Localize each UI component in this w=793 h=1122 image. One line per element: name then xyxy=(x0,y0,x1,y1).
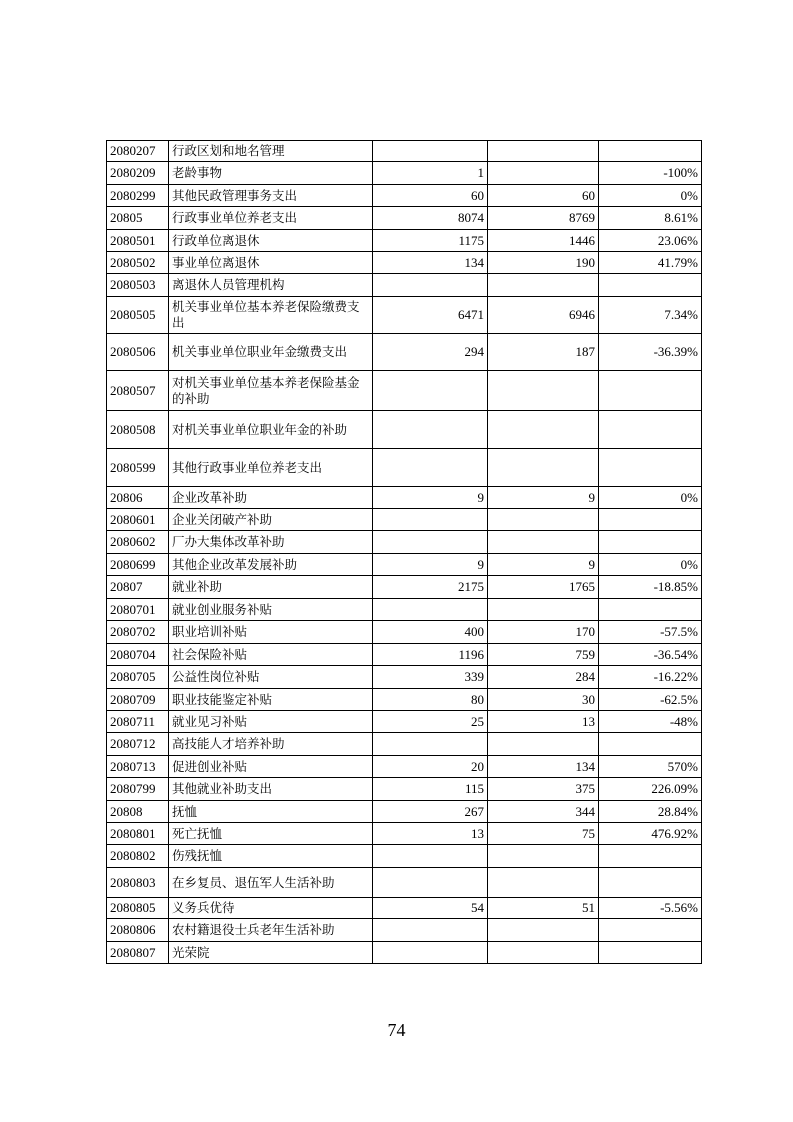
row-value-2 xyxy=(488,141,599,162)
row-value-2: 1446 xyxy=(488,230,599,252)
row-value-1: 20 xyxy=(373,756,488,778)
row-value-2 xyxy=(488,599,599,621)
row-code: 2080505 xyxy=(107,297,169,334)
row-change-pct: 0% xyxy=(599,554,702,576)
table-row xyxy=(107,297,702,334)
row-name: 就业见习补贴 xyxy=(169,711,373,733)
table-row xyxy=(107,868,702,898)
row-code: 2080704 xyxy=(107,644,169,666)
row-code: 2080501 xyxy=(107,230,169,252)
table-row xyxy=(107,449,702,487)
row-name: 厂办大集体改革补助 xyxy=(169,531,373,554)
row-name: 其他就业补助支出 xyxy=(169,778,373,801)
row-change-pct xyxy=(599,868,702,898)
row-change-pct: -36.39% xyxy=(599,334,702,371)
table-row xyxy=(107,487,702,509)
row-name: 行政事业单位养老支出 xyxy=(169,207,373,230)
row-code: 2080699 xyxy=(107,554,169,576)
table-row xyxy=(107,644,702,666)
row-change-pct: -100% xyxy=(599,162,702,185)
row-name: 机关事业单位基本养老保险缴费支出 xyxy=(169,297,373,334)
row-code: 2080712 xyxy=(107,733,169,756)
row-value-2: 187 xyxy=(488,334,599,371)
table-row xyxy=(107,919,702,942)
row-code: 2080803 xyxy=(107,868,169,898)
row-change-pct xyxy=(599,371,702,411)
row-value-2 xyxy=(488,449,599,487)
row-name: 老龄事物 xyxy=(169,162,373,185)
row-code: 2080807 xyxy=(107,942,169,964)
row-code: 2080709 xyxy=(107,689,169,711)
row-value-1 xyxy=(373,919,488,942)
table-row xyxy=(107,576,702,599)
row-value-1: 13 xyxy=(373,823,488,845)
row-code: 2080801 xyxy=(107,823,169,845)
row-value-2 xyxy=(488,942,599,964)
row-code: 2080299 xyxy=(107,185,169,207)
row-name: 其他企业改革发展补助 xyxy=(169,554,373,576)
row-code: 2080601 xyxy=(107,509,169,531)
row-value-1: 294 xyxy=(373,334,488,371)
row-change-pct xyxy=(599,733,702,756)
table-row xyxy=(107,845,702,868)
row-value-1: 400 xyxy=(373,621,488,644)
table-row xyxy=(107,162,702,185)
table-row xyxy=(107,411,702,449)
row-code: 20805 xyxy=(107,207,169,230)
row-name: 职业技能鉴定补贴 xyxy=(169,689,373,711)
row-code: 2080207 xyxy=(107,141,169,162)
row-name: 离退休人员管理机构 xyxy=(169,274,373,297)
row-change-pct: -36.54% xyxy=(599,644,702,666)
row-value-2 xyxy=(488,919,599,942)
row-change-pct xyxy=(599,411,702,449)
row-value-1: 1 xyxy=(373,162,488,185)
row-code: 2080799 xyxy=(107,778,169,801)
table-row xyxy=(107,778,702,801)
table-row xyxy=(107,801,702,823)
row-value-1: 1175 xyxy=(373,230,488,252)
row-name: 企业关闭破产补助 xyxy=(169,509,373,531)
table-row xyxy=(107,334,702,371)
row-name: 事业单位离退休 xyxy=(169,252,373,274)
row-name: 促进创业补贴 xyxy=(169,756,373,778)
row-value-1: 2175 xyxy=(373,576,488,599)
table-row xyxy=(107,509,702,531)
row-code: 20808 xyxy=(107,801,169,823)
row-value-1 xyxy=(373,942,488,964)
row-value-1: 8074 xyxy=(373,207,488,230)
table-row xyxy=(107,274,702,297)
row-change-pct: 23.06% xyxy=(599,230,702,252)
row-value-2: 170 xyxy=(488,621,599,644)
row-code: 2080503 xyxy=(107,274,169,297)
row-value-2 xyxy=(488,531,599,554)
row-value-1 xyxy=(373,509,488,531)
table-row xyxy=(107,756,702,778)
row-change-pct xyxy=(599,919,702,942)
row-value-1: 134 xyxy=(373,252,488,274)
row-change-pct xyxy=(599,141,702,162)
row-name: 伤残抚恤 xyxy=(169,845,373,868)
row-value-1: 9 xyxy=(373,554,488,576)
row-code: 2080209 xyxy=(107,162,169,185)
row-value-1: 9 xyxy=(373,487,488,509)
row-name: 其他民政管理事务支出 xyxy=(169,185,373,207)
table-row xyxy=(107,252,702,274)
row-code: 2080806 xyxy=(107,919,169,942)
row-code: 2080507 xyxy=(107,371,169,411)
row-name: 光荣院 xyxy=(169,942,373,964)
row-code: 2080705 xyxy=(107,666,169,689)
row-value-1 xyxy=(373,449,488,487)
row-value-2: 6946 xyxy=(488,297,599,334)
row-change-pct: 0% xyxy=(599,185,702,207)
table-row xyxy=(107,599,702,621)
row-value-2: 344 xyxy=(488,801,599,823)
row-change-pct xyxy=(599,599,702,621)
row-value-2: 30 xyxy=(488,689,599,711)
page-number: 74 xyxy=(387,1020,406,1040)
row-change-pct: -5.56% xyxy=(599,898,702,919)
row-name: 行政区划和地名管理 xyxy=(169,141,373,162)
row-value-2: 13 xyxy=(488,711,599,733)
row-value-2: 8769 xyxy=(488,207,599,230)
table-row xyxy=(107,371,702,411)
row-name: 死亡抚恤 xyxy=(169,823,373,845)
row-name: 机关事业单位职业年金缴费支出 xyxy=(169,334,373,371)
row-value-1: 1196 xyxy=(373,644,488,666)
table-row xyxy=(107,711,702,733)
table-row xyxy=(107,898,702,919)
table-row xyxy=(107,621,702,644)
row-change-pct xyxy=(599,845,702,868)
table-row xyxy=(107,942,702,964)
row-value-2: 375 xyxy=(488,778,599,801)
table-row xyxy=(107,531,702,554)
row-value-1 xyxy=(373,868,488,898)
row-name: 公益性岗位补贴 xyxy=(169,666,373,689)
row-change-pct: -48% xyxy=(599,711,702,733)
row-value-1: 267 xyxy=(373,801,488,823)
row-change-pct: 570% xyxy=(599,756,702,778)
row-value-2: 75 xyxy=(488,823,599,845)
row-value-1: 54 xyxy=(373,898,488,919)
table-row xyxy=(107,666,702,689)
row-change-pct xyxy=(599,531,702,554)
row-name: 社会保险补贴 xyxy=(169,644,373,666)
row-change-pct xyxy=(599,449,702,487)
table-body xyxy=(107,141,702,964)
row-name: 义务兵优待 xyxy=(169,898,373,919)
budget-table xyxy=(106,140,702,964)
table-row xyxy=(107,733,702,756)
row-change-pct: -16.22% xyxy=(599,666,702,689)
row-name: 行政单位离退休 xyxy=(169,230,373,252)
row-name: 对机关事业单位基本养老保险基金的补助 xyxy=(169,371,373,411)
row-name: 其他行政事业单位养老支出 xyxy=(169,449,373,487)
row-value-2 xyxy=(488,733,599,756)
table-row xyxy=(107,185,702,207)
row-name: 企业改革补助 xyxy=(169,487,373,509)
row-code: 2080506 xyxy=(107,334,169,371)
row-value-2: 284 xyxy=(488,666,599,689)
row-value-2: 134 xyxy=(488,756,599,778)
row-name: 职业培训补贴 xyxy=(169,621,373,644)
row-code: 2080702 xyxy=(107,621,169,644)
row-name: 就业补助 xyxy=(169,576,373,599)
row-value-2: 51 xyxy=(488,898,599,919)
row-value-2 xyxy=(488,371,599,411)
row-value-2: 190 xyxy=(488,252,599,274)
row-value-2 xyxy=(488,162,599,185)
row-code: 2080701 xyxy=(107,599,169,621)
row-value-2 xyxy=(488,274,599,297)
row-change-pct: 7.34% xyxy=(599,297,702,334)
row-code: 2080599 xyxy=(107,449,169,487)
row-value-1: 60 xyxy=(373,185,488,207)
row-change-pct: 41.79% xyxy=(599,252,702,274)
row-change-pct: -18.85% xyxy=(599,576,702,599)
row-change-pct: 226.09% xyxy=(599,778,702,801)
row-value-2 xyxy=(488,868,599,898)
row-value-1 xyxy=(373,531,488,554)
row-change-pct xyxy=(599,942,702,964)
row-value-1: 115 xyxy=(373,778,488,801)
row-name: 就业创业服务补贴 xyxy=(169,599,373,621)
row-change-pct: 8.61% xyxy=(599,207,702,230)
row-value-1 xyxy=(373,141,488,162)
table-row xyxy=(107,823,702,845)
row-value-2: 9 xyxy=(488,487,599,509)
row-change-pct: -62.5% xyxy=(599,689,702,711)
row-name: 对机关事业单位职业年金的补助 xyxy=(169,411,373,449)
table-row xyxy=(107,554,702,576)
row-value-1 xyxy=(373,411,488,449)
row-name: 农村籍退役士兵老年生活补助 xyxy=(169,919,373,942)
row-name: 在乡复员、退伍军人生活补助 xyxy=(169,868,373,898)
row-name: 高技能人才培养补助 xyxy=(169,733,373,756)
row-value-1 xyxy=(373,845,488,868)
row-value-2 xyxy=(488,509,599,531)
row-value-1: 6471 xyxy=(373,297,488,334)
row-name: 抚恤 xyxy=(169,801,373,823)
row-code: 2080602 xyxy=(107,531,169,554)
row-value-1 xyxy=(373,371,488,411)
row-code: 2080502 xyxy=(107,252,169,274)
row-code: 20807 xyxy=(107,576,169,599)
row-value-2 xyxy=(488,411,599,449)
row-value-1: 339 xyxy=(373,666,488,689)
row-code: 2080711 xyxy=(107,711,169,733)
table-row xyxy=(107,141,702,162)
row-value-2: 759 xyxy=(488,644,599,666)
row-code: 2080802 xyxy=(107,845,169,868)
row-value-1: 80 xyxy=(373,689,488,711)
row-value-1 xyxy=(373,599,488,621)
row-value-2: 60 xyxy=(488,185,599,207)
row-value-1 xyxy=(373,274,488,297)
row-value-2 xyxy=(488,845,599,868)
row-change-pct: 0% xyxy=(599,487,702,509)
row-value-1 xyxy=(373,733,488,756)
row-change-pct xyxy=(599,509,702,531)
row-change-pct: 476.92% xyxy=(599,823,702,845)
row-value-2: 1765 xyxy=(488,576,599,599)
table-row xyxy=(107,689,702,711)
row-change-pct: 28.84% xyxy=(599,801,702,823)
row-value-2: 9 xyxy=(488,554,599,576)
row-change-pct: -57.5% xyxy=(599,621,702,644)
row-value-1: 25 xyxy=(373,711,488,733)
row-code: 2080713 xyxy=(107,756,169,778)
table-row xyxy=(107,230,702,252)
row-code: 20806 xyxy=(107,487,169,509)
table-row xyxy=(107,207,702,230)
row-code: 2080508 xyxy=(107,411,169,449)
row-code: 2080805 xyxy=(107,898,169,919)
row-change-pct xyxy=(599,274,702,297)
